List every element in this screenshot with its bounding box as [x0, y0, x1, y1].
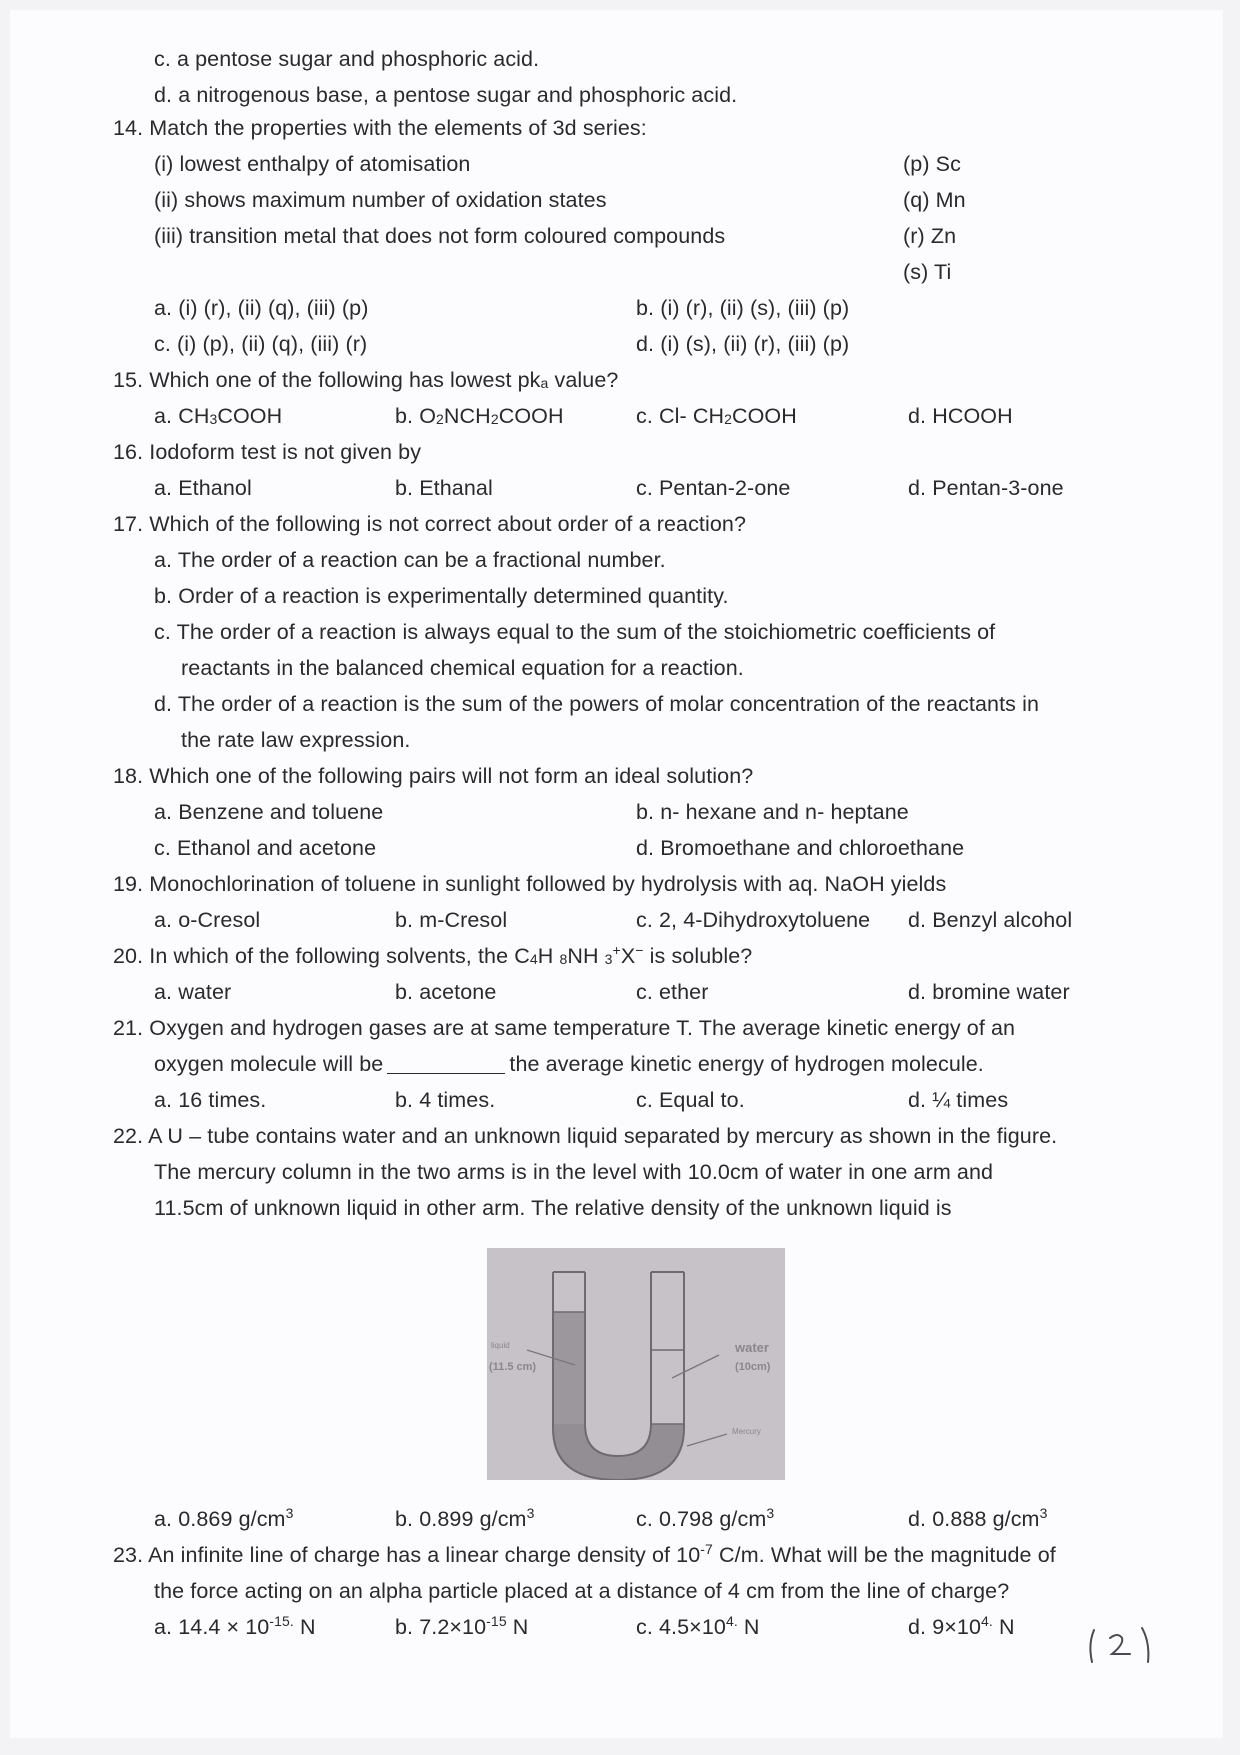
q17-stem — [113, 511, 746, 537]
q22-stem — [113, 1123, 1057, 1149]
q21-option-c: c. Equal to. — [636, 1088, 745, 1112]
question-text: Which one of the following pairs will not form an ideal solution? — [149, 764, 754, 788]
q15-option-c: c. Cl- $CH_2COOH$ — [636, 404, 797, 428]
label-mercury: Mercury — [732, 1427, 761, 1436]
q13-option-d: d. a nitrogenous base, a pentose sugar and phosphoric acid. — [154, 83, 738, 107]
q14-option-b: b. (i) (r), (ii) (s), (iii) (p) — [636, 296, 850, 320]
q20-option-c: c. ether — [636, 980, 709, 1004]
q22-option-c: c. 0.798 $g/cm^3$ — [636, 1505, 775, 1531]
q15-stem — [113, 367, 618, 393]
question-number: 22. — [113, 1124, 144, 1148]
question-text: Which of the following is not correct about order of a reaction? — [149, 512, 747, 536]
q20-option-d: d. bromine water — [908, 980, 1070, 1004]
handwritten-page-number — [1086, 1626, 1156, 1666]
q23-option-b: b. $7.2\times 10^{-15}$ N — [395, 1613, 529, 1639]
q18-stem — [113, 763, 753, 789]
exam-page — [10, 10, 1223, 1738]
q16-stem — [113, 439, 421, 465]
question-number: 18. — [113, 764, 144, 788]
u-tube-figure — [487, 1248, 785, 1480]
question-text: Match the properties with the elements of 3d series: — [149, 116, 647, 140]
question-text: A U – tube contains water and an unknown liquid separated by mercury as shown in the figure. — [148, 1124, 1058, 1148]
question-number: 23. — [113, 1543, 144, 1567]
q14-element-s: (s) Ti — [903, 260, 952, 284]
q22-option-a: a. 0.869 $g/cm^3$ — [154, 1505, 294, 1531]
q17-option-c-cont: reactants in the balanced chemical equation for a reaction. — [181, 656, 744, 680]
q17-option-b: b. Order of a reaction is experimentally determined quantity. — [154, 584, 729, 608]
q19-stem — [113, 871, 946, 897]
q18-option-a: a. Benzene and toluene — [154, 800, 384, 824]
q14-property-ii: (ii) shows maximum number of oxidation states — [154, 188, 607, 212]
q20-stem — [113, 943, 752, 969]
q20-option-a: a. water — [154, 980, 232, 1004]
q17-option-a: a. The order of a reaction can be a fractional number. — [154, 548, 666, 572]
fill-in-blank — [387, 1055, 505, 1074]
question-text: Oxygen and hydrogen gases are at same temperature T. The average kinetic energy of an — [149, 1016, 1016, 1040]
question-number: 20. — [113, 944, 144, 968]
question-text: In which of the following solvents, the $C_4H$ $_8$NH $_3$+X− is soluble? — [149, 942, 753, 968]
q13-option-c: c. a pentose sugar and phosphoric acid. — [154, 47, 540, 71]
q18-option-d: d. Bromoethane and chloroethane — [636, 836, 965, 860]
q18-option-b: b. n- hexane and n- heptane — [636, 800, 909, 824]
q14-option-a: a. (i) (r), (ii) (q), (iii) (p) — [154, 296, 369, 320]
label-water-height: (10cm) — [735, 1361, 771, 1373]
q16-option-b: b. Ethanal — [395, 476, 493, 500]
question-number: 21. — [113, 1016, 144, 1040]
q14-property-i: (i) lowest enthalpy of atomisation — [154, 152, 471, 176]
question-text: Iodoform test is not given by — [149, 440, 422, 464]
question-text: Monochlorination of toluene in sunlight followed by hydrolysis with aq. NaOH yields — [149, 872, 947, 896]
q21-option-a: a. 16 times. — [154, 1088, 267, 1112]
label-liquid: liquid — [491, 1341, 510, 1350]
q18-option-c: c. Ethanol and acetone — [154, 836, 377, 860]
q15-option-b: b. $O_2NCH_2COOH$ — [395, 404, 564, 428]
q22-stem-cont-2: 11.5cm of unknown liquid in other arm. The relative density of the unknown liquid is — [154, 1196, 952, 1220]
question-number: 17. — [113, 512, 144, 536]
q23-stem-cont: the force acting on an alpha particle placed at a distance of 4 cm from the line of charge? — [154, 1579, 1010, 1603]
q22-option-b: b. 0.899 $g/cm^3$ — [395, 1505, 535, 1531]
q14-property-iii: (iii) transition metal that does not form coloured compounds — [154, 224, 726, 248]
q21-stem-cont: oxygen molecule will be the average kinetic energy of hydrogen molecule. — [154, 1052, 984, 1076]
q21-option-d: d. ¼ times — [908, 1088, 1009, 1112]
q22-stem-cont-1: The mercury column in the two arms is in the level with 10.0cm of water in one arm and — [154, 1160, 994, 1184]
q14-element-q: (q) Mn — [903, 188, 966, 212]
q21-option-b: b. 4 times. — [395, 1088, 496, 1112]
q19-option-c: c. 2, 4-Dihydroxytoluene — [636, 908, 871, 932]
q23-stem — [113, 1542, 1056, 1568]
q16-option-a: a. Ethanol — [154, 476, 252, 500]
question-number: 14. — [113, 116, 144, 140]
q17-option-c: c. The order of a reaction is always equal to the sum of the stoichiometric coefficients of — [154, 620, 996, 644]
q16-option-d: d. Pentan-3-one — [908, 476, 1064, 500]
q23-option-c: c. $4.5\times 10^{4.}$ N — [636, 1613, 760, 1639]
label-liquid-height: (11.5 cm) — [489, 1361, 537, 1373]
question-number: 15. — [113, 368, 144, 392]
q20-option-b: b. acetone — [395, 980, 497, 1004]
q19-option-b: b. m-Cresol — [395, 908, 508, 932]
q19-option-a: a. o-Cresol — [154, 908, 261, 932]
q23-option-a: a. $14.4 \times 10^{-15.}$ N — [154, 1613, 316, 1639]
q14-option-c: c. (i) (p), (ii) (q), (iii) (r) — [154, 332, 368, 356]
question-number: 19. — [113, 872, 144, 896]
q17-option-d-cont: the rate law expression. — [181, 728, 411, 752]
q14-option-d: d. (i) (s), (ii) (r), (iii) (p) — [636, 332, 850, 356]
q17-option-d: d. The order of a reaction is the sum of the powers of molar concentration of the reactants in — [154, 692, 1039, 716]
q14-element-r: (r) Zn — [903, 224, 957, 248]
question-number: 16. — [113, 440, 144, 464]
q15-option-d: d. HCOOH — [908, 404, 1013, 428]
label-water: water — [735, 1340, 769, 1355]
q15-option-a: a. $CH_3COOH$ — [154, 404, 283, 428]
q14-element-p: (p) Sc — [903, 152, 961, 176]
q14-stem — [113, 115, 647, 141]
question-text: An infinite line of charge has a linear charge density of $10^{-7}$ C/m. What will be the magnitude of — [148, 1541, 1056, 1567]
q19-option-d: d. Benzyl alcohol — [908, 908, 1073, 932]
question-text: Which one of the following has lowest $pk_a$ value? — [149, 368, 619, 392]
q21-stem — [113, 1015, 1015, 1041]
q22-option-d: d. 0.888 $g/cm^3$ — [908, 1505, 1048, 1531]
q23-option-d: d. $9\times 10^{4.}$ N — [908, 1613, 1015, 1639]
q16-option-c: c. Pentan-2-one — [636, 476, 791, 500]
